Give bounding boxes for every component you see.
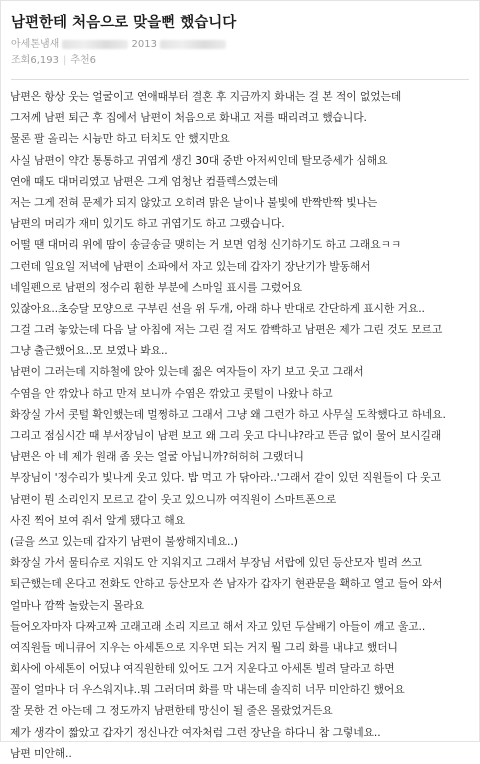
body-line: 그리고 점심시간 때 부서장님이 남편 보고 왜 그리 웃고 다니냐?라고 뜬금 없이 물어 보시길래 — [10, 429, 442, 442]
body-line: 사실 남편이 약간 통통하고 귀엽게 생긴 30대 중반 아저씨인데 탈모증세가 심해요 — [10, 153, 388, 167]
post-date: 2013 — [131, 39, 157, 50]
body-line: 잘 못한 건 아는데 그 정도까지 남편한테 망신이 될 줄은 몰랐었거든요 — [10, 704, 333, 718]
body-line: 꼴이 얼마나 더 우스워지냐..뭐 그러더며 화를 막 내는데 솔직히 너무 미안하긴 했어요 — [10, 683, 405, 697]
post-header — [1, 1, 479, 80]
body-line: 어떨 땐 대머리 위에 땀이 송글송글 맺히는 거 보면 엄청 신기하기도 하고 그래요ㅋㅋ — [10, 238, 402, 252]
body-line: 연애 때도 대머리였고 남편은 그게 엄청난 컴플렉스였는데 — [10, 174, 278, 188]
body-line: 화장실 가서 콧털 확인했는데 멀쩡하고 그래서 그냥 왜 그런가 하고 사무실 도착했다고 하네요. — [10, 407, 446, 421]
body-line: 얼마나 깜짝 놀랐는지 몰라요 — [10, 598, 144, 612]
blurred-author-suffix — [62, 40, 128, 49]
body-line: 회사에 아세톤이 어딨냐 여직원한테 있어도 그거 지운다고 아세톤 빌려 달라고 하면 — [10, 662, 395, 676]
body-line: 물론 팔 올리는 시늉만 하고 터치도 안 했지만요 — [10, 132, 230, 146]
stats-separator: | — [62, 55, 67, 66]
body-line: 그저께 남편 퇴근 후 집에서 남편이 처음으로 화내고 저를 때리려고 했습니다. — [10, 111, 367, 125]
body-line: 그냥 출근했어요..모 보였나 봐요.. — [10, 344, 168, 358]
author-name[interactable]: 아세톤냄새 — [11, 39, 60, 50]
body-line: 네일펜으로 남편의 정수리 훤한 부분에 스마일 표시를 그렸어요 — [10, 280, 302, 294]
body-line: 제가 생각이 짧았고 갑자기 정신나간 여자처럼 그런 장난을 하다니 참 그렇네요.. — [10, 725, 381, 739]
views-label: 조회 — [11, 55, 31, 66]
post-author-date — [11, 37, 469, 53]
body-line: 부장님이 '정수리가 빛나게 웃고 있다. 밥 먹고 가 닦아라..'그래서 같이 있던 직원들이 다 웃고 — [10, 471, 441, 485]
body-line: 남편은 아 네 제가 원래 좀 웃는 얼굴 아닙니까?허허허 그랬더니 — [10, 450, 304, 464]
body-line: 사진 찍어 보여 줘서 알게 됐다고 해요 — [10, 513, 185, 527]
body-line: 남편 미안해.. — [10, 746, 72, 760]
body-line: 남편은 항상 웃는 얼굴이고 연애때부터 결혼 후 지금까지 화내는 걸 본 적이 없었는데 — [10, 90, 402, 103]
post-title: 남편한테 처음으로 맞을뻔 했습니다 — [11, 15, 237, 31]
views-count: 6,193 — [30, 55, 59, 66]
body-line: 여직원들 메니큐어 지우는 아세톤으로 지우면 되는 거지 뭘 그리 화를 내냐고 했더니 — [10, 640, 398, 654]
recommend-count: 6 — [89, 55, 97, 66]
post-stats — [11, 53, 469, 69]
body-line: 수염을 안 깎았나 하고 만져 보니까 수염은 깎았고 콧털이 나왔나 하고 — [10, 386, 333, 400]
body-line: 남편이 그러는데 지하철에 앉아 있는데 젊은 여자들이 자기 보고 웃고 그래서 — [10, 365, 364, 379]
recommend-label: 추천 — [70, 55, 90, 66]
post-body — [1, 80, 479, 764]
body-line: 퇴근했는데 온다고 전화도 안하고 등산모자 쓴 남자가 갑자기 현관문을 홱하고 열고 들어 와서 — [10, 577, 443, 591]
body-line: 남편의 머리가 재미 있기도 하고 귀엽기도 하고 그랬습니다. — [10, 217, 285, 231]
blurred-date-suffix — [160, 40, 226, 49]
body-line: 그걸 그려 놓았는데 다음 날 아침에 저는 그린 걸 저도 깜빡하고 남편은 제가 그린 것도 모르고 — [10, 323, 443, 337]
body-line: 저는 그게 전혀 문제가 되지 않았고 오히려 맑은 날이나 불빛에 반짝반짝 빛나는 — [10, 195, 378, 209]
body-line: 있잖아요..초승달 모양으로 구부린 선을 위 두개, 아래 하나 반대로 간단하게 표시한 거요.. — [10, 301, 425, 315]
body-line: 들어오자마자 다짜고짜 고래고래 소리 지르고 해서 자고 있던 두살배기 아들이 깨고 울고.. — [10, 619, 426, 633]
body-line: (글을 쓰고 있는데 갑자기 남편이 불쌍해지네요..) — [10, 534, 238, 548]
body-line: 남편이 뭔 소리인지 모르고 같이 웃고 있으니까 여직원이 스마트폰으로 — [10, 492, 337, 506]
body-line: 그런데 일요일 저녁에 남편이 소파에서 자고 있는데 갑자기 장난기가 발동해서 — [10, 259, 371, 273]
body-line: 화장실 가서 물티슈로 지워도 안 지워지고 그래서 부장님 서랍에 있던 등산모자 빌려 쓰고 — [10, 556, 422, 570]
